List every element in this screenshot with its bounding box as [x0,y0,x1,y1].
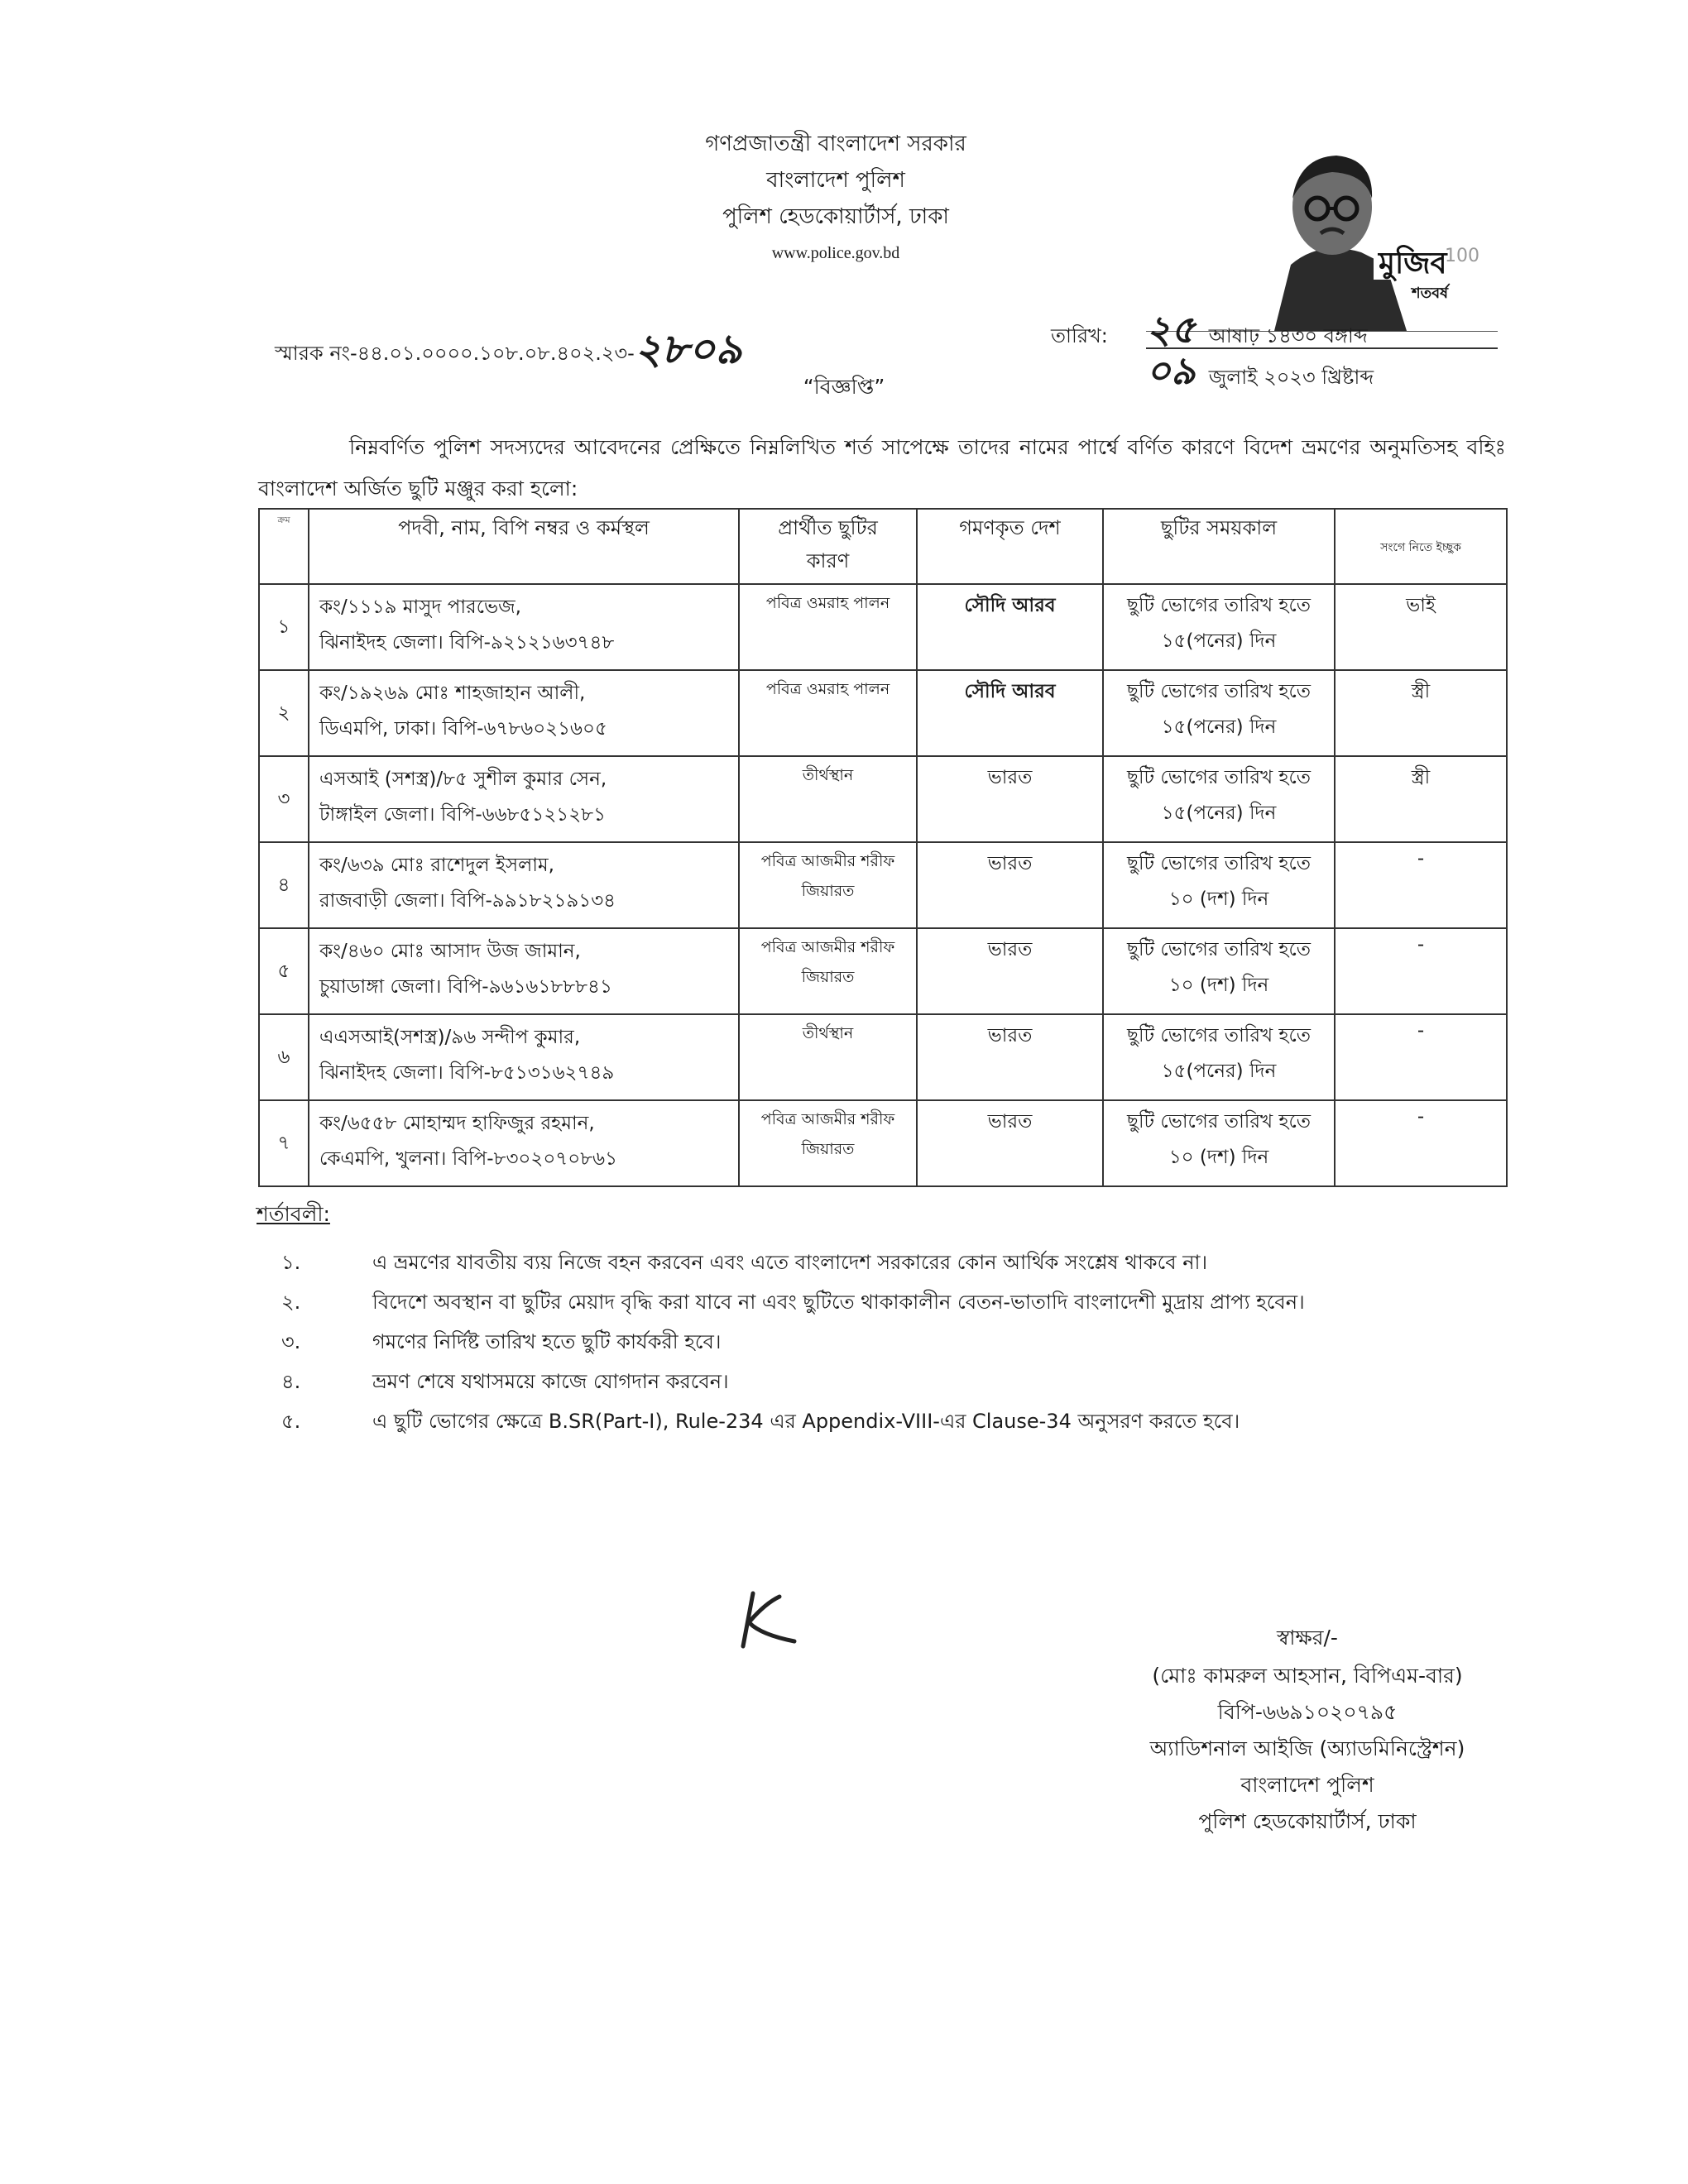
cell-name-line1: কং/৪৬০ মোঃ আসাদ উজ জামান, [319,941,581,962]
cell-accompany: ভাই [1335,584,1507,670]
cell-name-line1: কং/১১১৯ মাসুদ পারভেজ, [319,596,521,618]
header-hq: পুলিশ হেডকোয়ার্টার্স, ঢাকা [722,204,949,229]
header-police: বাংলাদেশ পুলিশ [766,168,905,193]
cell-period-line2: ১৫(পনের) দিন [1161,716,1277,738]
condition-text: এ ছুটি ভোগের ক্ষেত্রে B.SR(Part-I), Rule-234 এর Appendix-VIII-এর Clause-34 অনুসরণ করতে হবে। [372,1410,1240,1433]
cell-name [309,928,739,1014]
condition-number: ১. [281,1251,301,1274]
cell-reason-line2: জিয়ারত [801,882,855,900]
cell-reason [739,842,917,928]
cell-accompany: স্ত্রী [1335,756,1507,842]
cell-serial: ৬ [259,1014,309,1100]
cell-reason-line1: পবিত্র ওমরাহ পালন [765,680,890,698]
cell-name-line2: টাঙ্গাইল জেলা। বিপি-৬৬৮৫১২১২৮১ [319,804,607,826]
cell-accompany: - [1335,1014,1507,1100]
table-row [259,584,1507,670]
cell-serial: ২ [259,670,309,756]
cell-name-line2: ঝিনাইদহ জেলা। বিপি-৮৫১৩১৬২৭৪৯ [319,1062,615,1084]
logo-text-shotoborsho: শতবর্ষ [1412,285,1449,302]
handwritten-initial-mark [728,1587,803,1653]
cell-name-line1: কং/৬৫৫৮ মোহাম্মদ হাফিজুর রহমান, [319,1113,595,1134]
cell-reason-line1: পবিত্র আজমীর শরীফ [760,852,895,870]
cell-serial: ১ [259,584,309,670]
notice-title: “বিজ্ঞপ্তি” [803,375,885,399]
table-row [259,1100,1507,1186]
cell-serial: ৩ [259,756,309,842]
col-reason-line1: প্রার্থীত ছুটির [778,516,878,539]
cell-country: ভারত [917,1100,1103,1186]
cell-period [1103,928,1335,1014]
col-name: পদবী, নাম, বিপি নম্বর ও কর্মস্থল [309,509,739,584]
cell-name-line1: এসআই (সশস্ত্র)/৮৫ সুশীল কুমার সেন, [319,769,607,790]
col-reason-line2: কারণ [806,549,850,572]
date-bangla-day: ২৫ [1146,309,1196,351]
signatory-name: (মোঃ কামরুল আহসান, বিপিএম-বার) [1152,1664,1463,1688]
cell-reason [739,584,917,670]
cell-country: ভারত [917,1014,1103,1100]
cell-serial: ৭ [259,1100,309,1186]
cell-period-line1: ছুটি ভোগের তারিখ হতে [1127,767,1311,788]
cell-name-line1: কং/১৯২৬৯ মোঃ শাহজাহান আলী, [319,682,586,704]
cell-period [1103,670,1335,756]
cell-accompany: - [1335,928,1507,1014]
cell-period-line1: ছুটি ভোগের তারিখ হতে [1127,681,1311,702]
cell-country: ভারত [917,928,1103,1014]
table-row [259,842,1507,928]
conditions-title: শর্তাবলী: [257,1202,330,1226]
date-english-day: ০৯ [1146,350,1196,392]
cell-period-line2: ১০ (দশ) দিন [1168,975,1269,996]
cell-name-line2: ডিএমপি, ঢাকা। বিপি-৬৭৮৬০২১৬০৫ [319,718,607,740]
signatory-org: বাংলাদেশ পুলিশ [1240,1773,1374,1797]
condition-item [281,1406,1240,1439]
cell-name [309,584,739,670]
cell-reason [739,756,917,842]
cell-name-line2: চুয়াডাঙ্গা জেলা। বিপি-৯৬১৬১৮৮৮৪১ [319,976,612,998]
condition-text: এ ভ্রমণের যাবতীয় ব্যয় নিজে বহন করবেন এবং এতে বাংলাদেশ সরকারের কোন আর্থিক সংশ্লেষ থাকবে না। [372,1251,1208,1274]
cell-period [1103,1014,1335,1100]
cell-country: ভারত [917,842,1103,928]
memo-label: স্মারক নং-৪৪.০১.০০০০.১০৮.০৮.৪০২.২৩- [275,342,635,365]
cell-period-line1: ছুটি ভোগের তারিখ হতে [1127,853,1311,874]
cell-reason-line1: পবিত্র ওমরাহ পালন [765,594,890,612]
cell-reason [739,670,917,756]
cell-country: ভারত [917,756,1103,842]
header-govt: গণপ্রজাতন্ত্রী বাংলাদেশ সরকার [705,132,966,156]
col-period: ছুটির সময়কাল [1103,509,1335,584]
cell-name-line1: এএসআই(সশস্ত্র)/৯৬ সন্দীপ কুমার, [319,1027,581,1048]
cell-reason-line1: পবিত্র আজমীর শরীফ [760,938,895,956]
cell-period-line2: ১৫(পনের) দিন [1161,1061,1277,1082]
condition-item [281,1248,1207,1281]
logo-number: 100 [1445,246,1479,266]
cell-period [1103,1100,1335,1186]
cell-period-line2: ১৫(পনের) দিন [1161,802,1277,824]
cell-accompany: - [1335,842,1507,928]
signatory-designation: অ্যাডিশনাল আইজি (অ্যাডমিনিস্ট্রেশন) [1149,1736,1465,1760]
cell-period [1103,756,1335,842]
cell-serial: ৫ [259,928,309,1014]
cell-period [1103,842,1335,928]
cell-reason-line1: তীর্থস্থান [802,766,854,784]
table-row [259,928,1507,1014]
cell-serial: ৪ [259,842,309,928]
cell-reason-line1: পবিত্র আজমীর শরীফ [760,1110,895,1128]
cell-accompany: - [1335,1100,1507,1186]
condition-text: বিদেশে অবস্থান বা ছুটির মেয়াদ বৃদ্ধি করা যাবে না এবং ছুটিতে থাকাকালীন বেতন-ভাতাদি বাংলাদেশী মুদ্রায় প্রাপ্য হবেন। [372,1291,1305,1314]
table-row [259,756,1507,842]
condition-number: ৪. [281,1370,301,1393]
cell-period-line1: ছুটি ভোগের তারিখ হতে [1127,595,1311,616]
signatory-place: পুলিশ হেডকোয়ার্টার্স, ঢাকা [1198,1809,1417,1833]
cell-period-line2: ১০ (দশ) দিন [1168,1147,1269,1168]
cell-name [309,756,739,842]
cell-reason [739,1014,917,1100]
cell-period-line2: ১৫(পনের) দিন [1161,630,1277,652]
cell-country: সৌদি আরব [917,584,1103,670]
condition-number: ২. [281,1291,301,1314]
cell-period-line2: ১০ (দশ) দিন [1168,888,1269,910]
cell-reason [739,928,917,1014]
condition-number: ৫. [281,1410,301,1433]
condition-item [281,1327,721,1360]
memo-handwritten-number: ২৮০৯ [634,326,742,372]
cell-accompany: স্ত্রী [1335,670,1507,756]
col-reason [739,509,917,584]
table-row [259,670,1507,756]
date-bangla-rest: আষাঢ় ১৪৩০ বঙ্গাব্দ [1208,324,1368,347]
condition-number: ৩. [281,1330,301,1353]
cell-period-line1: ছুটি ভোগের তারিখ হতে [1127,1025,1311,1046]
signature-signed: স্বাক্ষর/- [1277,1626,1338,1650]
cell-period-line1: ছুটি ভোগের তারিখ হতে [1127,939,1311,960]
cell-period [1103,584,1335,670]
header-website[interactable]: www.police.gov.bd [771,244,900,262]
date-english-rest: জুলাই ২০২৩ খ্রিষ্টাব্দ [1208,366,1374,389]
col-serial: ক্রম [259,509,309,584]
cell-reason-line2: জিয়ারত [801,968,855,986]
col-country: গমণকৃত দেশ [917,509,1103,584]
cell-name [309,842,739,928]
cell-name-line1: কং/৬৩৯ মোঃ রাশেদুল ইসলাম, [319,855,554,876]
condition-text: গমণের নির্দিষ্ট তারিখ হতে ছুটি কার্যকরী হবে। [372,1330,722,1353]
condition-item [281,1367,729,1400]
cell-reason-line1: তীর্থস্থান [802,1024,854,1042]
col-accompany: সংগে নিতে ইচ্ছুক [1335,509,1507,584]
logo-text-mujib: মুজিব [1379,247,1447,280]
table-row [259,1014,1507,1100]
table-header-row [259,509,1507,584]
cell-name-line2: কেএমপি, খুলনা। বিপি-৮৩০২০৭০৮৬১ [319,1148,618,1170]
cell-reason [739,1100,917,1186]
leave-table [258,508,1508,1187]
condition-text: ভ্রমণ শেষে যথাসময়ে কাজে যোগদান করবেন। [372,1370,729,1393]
cell-name [309,670,739,756]
cell-name-line2: রাজবাড়ী জেলা। বিপি-৯৯১৮২১৯১৩৪ [319,890,616,912]
cell-name [309,1014,739,1100]
date-label: তারিখ: [1051,324,1108,347]
signatory-bp: বিপি-৬৬৯১০২০৭৯৫ [1217,1700,1398,1724]
intro-paragraph: নিম্নবর্ণিত পুলিশ সদস্যদের আবেদনের প্রেক্ষিতে নিম্নলিখিত শর্ত সাপেক্ষে তাদের নামের পার্শ্বে বর্ণিত কারণে বিদেশ ভ্রমণের অনুমতিসহ বহিঃ বাংলাদেশ অর্জিত ছুটি মঞ্জুর করা হলো: [258,435,1506,500]
cell-name [309,1100,739,1186]
cell-period-line1: ছুটি ভোগের তারিখ হতে [1127,1111,1311,1133]
condition-item [281,1287,1305,1320]
cell-country: সৌদি আরব [917,670,1103,756]
cell-reason-line2: জিয়ারত [801,1140,855,1158]
cell-name-line2: ঝিনাইদহ জেলা। বিপি-৯২১২১৬৩৭৪৮ [319,632,615,654]
